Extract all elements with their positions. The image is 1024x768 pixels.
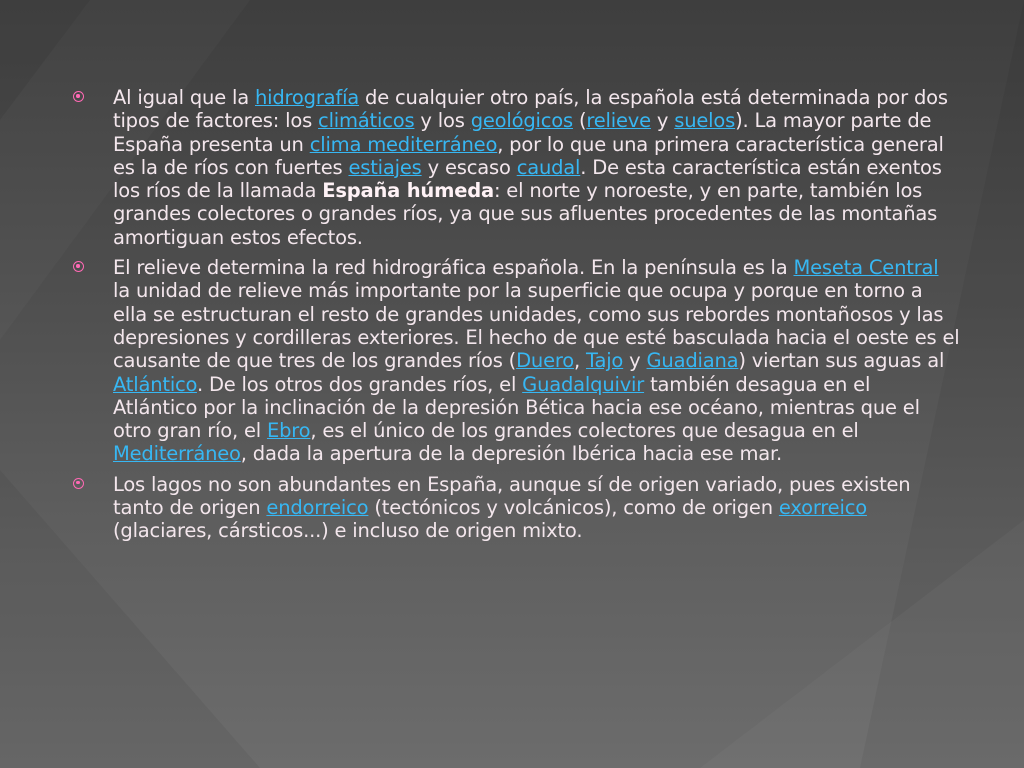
text-run: (tectónicos y volcánicos), como de origen (368, 496, 779, 520)
wiki-link[interactable]: exorreico (778, 496, 867, 520)
text-run: : el norte y noroeste, y en parte, también los grandes colectores o grandes ríos, ya que sus afluentes procedentes de las montañas amortiguan estos efectos. (113, 179, 938, 249)
bullet-text (113, 86, 948, 249)
bullet-circle-icon (73, 261, 84, 272)
text-run: de cualquier otro país, la española está determinada por dos tipos de factores: los (113, 86, 948, 133)
bullet-circle-icon (73, 478, 84, 489)
wiki-link[interactable]: Meseta Central (793, 256, 939, 280)
text-run: , es el único de los grandes colectores que desagua en el (310, 419, 859, 443)
wiki-link[interactable]: Guadiana (646, 349, 739, 373)
wiki-link[interactable]: caudal (516, 155, 581, 179)
wiki-link[interactable]: Duero (516, 349, 574, 373)
wiki-link[interactable]: suelos (674, 109, 736, 133)
text-run: . De los otros dos grandes ríos, el (196, 372, 523, 396)
wiki-link[interactable]: geológicos (470, 109, 573, 133)
text-run: , (573, 349, 586, 373)
text-run: ). La mayor parte de España presenta un (113, 109, 932, 156)
wiki-link[interactable]: climáticos (318, 109, 415, 133)
bullet-item (70, 256, 960, 466)
text-run: El relieve determina la red hidrográfica española. En la península es la (113, 256, 794, 280)
text-run: y (623, 349, 647, 373)
text-run: también desagua en el Atlántico por la inclinación de la depresión Bética hacia ese océano, mientras que el otro gran río, el (113, 372, 920, 443)
bullet-text (113, 473, 910, 543)
text-run: ) viertan sus aguas al (738, 349, 945, 373)
wiki-link[interactable]: Mediterráneo (113, 442, 241, 466)
text-run: (glaciares, cársticos...) e incluso de origen mixto. (113, 519, 583, 543)
text-run: y escaso (421, 155, 517, 179)
text-run: , dada la apertura de la depresión Ibérica hacia ese mar. (240, 442, 783, 466)
text-run: y los (414, 109, 471, 133)
slide-content (70, 86, 960, 550)
wiki-link[interactable]: Tajo (585, 349, 624, 373)
bullet-list (70, 86, 960, 543)
bullet-item (70, 473, 960, 543)
bullet-circle-icon (73, 91, 84, 102)
text-run: Al igual que la (113, 86, 255, 109)
wiki-link[interactable]: Ebro (266, 419, 311, 443)
wiki-link[interactable]: Guadalquivir (522, 372, 645, 396)
wiki-link[interactable]: Atlántico (113, 372, 197, 396)
text-run: . De esta característica están exentos los ríos de la llamada (113, 155, 942, 203)
wiki-link[interactable]: relieve (586, 109, 651, 133)
text-run: Los lagos no son abundantes en España, aunque sí de origen variado, pues existen tanto de origen (113, 472, 911, 520)
wiki-link[interactable]: clima mediterráneo (309, 132, 498, 156)
wiki-link[interactable]: hidrografía (254, 86, 360, 109)
wiki-link[interactable]: estiajes (348, 155, 422, 179)
text-run: la unidad de relieve más importante por la superficie que ocupa y porque en torno a ella se estructuran el resto de grandes unidades, como sus rebordes montañosos y las depresiones y cordilleras exteriores. El hecho de que esté basculada hacia el oeste es el causante de que tres de los grandes ríos ( (113, 279, 960, 373)
bullet-text (113, 256, 960, 465)
text-run: y (650, 109, 675, 133)
text-run: , por lo que una primera característica general es la de ríos con fuertes (113, 132, 944, 179)
text-run: ( (572, 109, 587, 133)
bold-term: España húmeda (322, 179, 494, 203)
wiki-link[interactable]: endorreico (266, 496, 369, 520)
bullet-item (70, 86, 960, 249)
